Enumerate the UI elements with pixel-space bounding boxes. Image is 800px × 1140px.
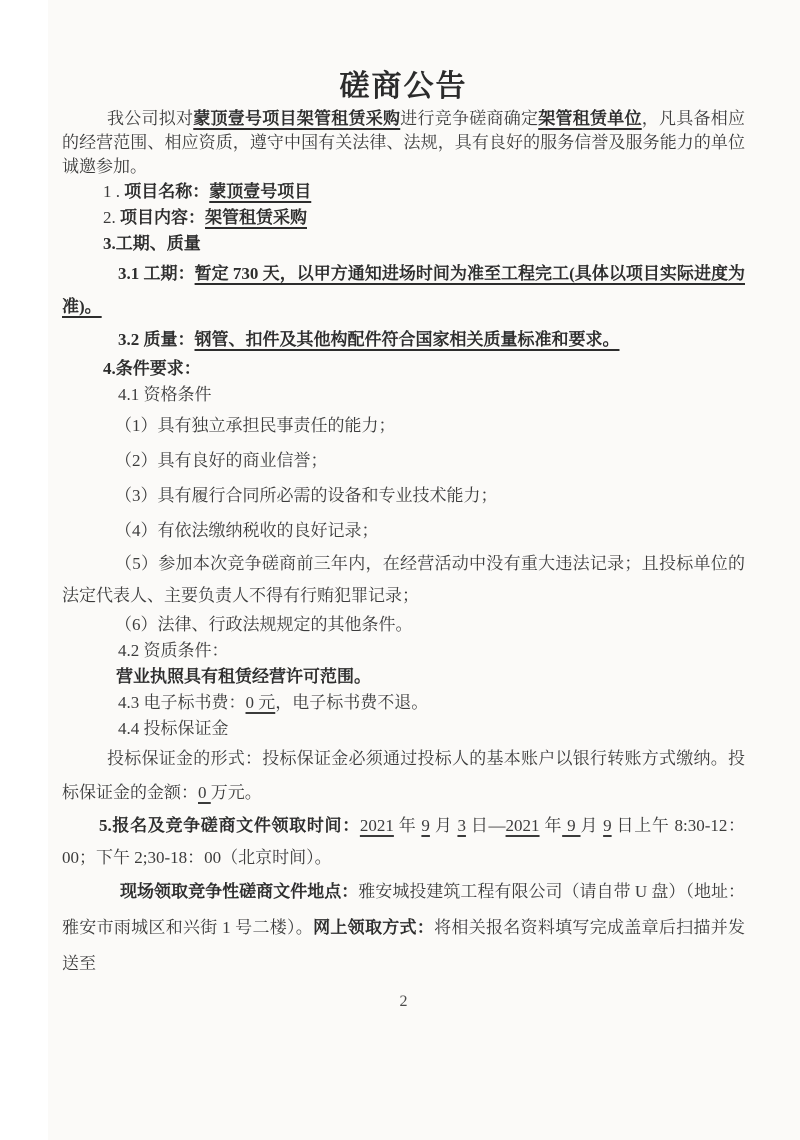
item-credential-conditions: 4.2 资质条件： [118, 641, 229, 660]
item-registration-time: 5.报名及竞争磋商文件领取时间：2021 年 9 月 3 日—2021 年 9 月 9 日上午 8:30-12：00；下午 2;30-18：00（北京时间）。 [62, 816, 746, 867]
document-pickup-paragraph: 现场领取竞争性磋商文件地点：雅安城投建筑工程有限公司（请自带 U 盘）（地址：雅安市雨城区和兴街 1 号二楼）。网上领取方式：将相关报名资料填写完成盖章后扫描并发送至 [62, 882, 746, 973]
document-content [62, 0, 745, 1012]
intro-paragraph: 我公司拟对蒙顶壹号项目架管租赁采购进行竞争磋商确定架管租赁单位，凡具备相应的经营范围、相应资质，遵守中国有关法律、法规，具有良好的服务信誉及服务能力的单位诚邀参加。 [62, 109, 745, 176]
item-duration: 3.1 工期：暂定 730 天，以甲方通知进场时间为准至工程完工(具体以项目实际进度为准)。 [62, 264, 745, 316]
document-title: 磋商公告 [339, 70, 468, 103]
section-requirements-heading: 4.条件要求： [103, 359, 201, 378]
condition-4: （4）有依法缴纳税收的良好记录； [115, 521, 379, 540]
condition-6: （6）法律、行政法规规定的其他条件。 [115, 615, 413, 634]
item-project-name: 1 . 项目名称：蒙顶壹号项目 [103, 182, 312, 201]
condition-2: （2）具有良好的商业信誉； [115, 451, 328, 470]
section-duration-quality-heading: 3.工期、质量 [103, 234, 201, 253]
business-license-requirement: 营业执照具有租赁经营许可范围。 [116, 667, 371, 686]
item-qualification-conditions: 4.1 资格条件 [118, 385, 212, 404]
condition-5: （5）参加本次竞争磋商前三年内，在经营活动中没有重大违法记录；且投标单位的法定代表人、主要负责人不得有行贿犯罪记录； [62, 554, 745, 605]
condition-1: （1）具有独立承担民事责任的能力； [115, 416, 396, 435]
condition-3: （3）具有履行合同所必需的设备和专业技术能力； [115, 486, 498, 505]
item-project-content: 2. 项目内容：架管租赁采购 [103, 208, 307, 227]
item-quality: 3.2 质量：钢管、扣件及其他构配件符合国家相关质量标准和要求。 [118, 330, 620, 349]
item-bid-document-fee: 4.3 电子标书费：0 元，电子标书费不退。 [118, 693, 429, 712]
item-bid-deposit-heading: 4.4 投标保证金 [118, 719, 229, 738]
page-number: 2 [399, 993, 408, 1010]
bid-deposit-paragraph: 投标保证金的形式：投标保证金必须通过投标人的基本账户以银行转账方式缴纳。投标保证金的金额：0 万元。 [62, 749, 745, 802]
scanner-edge-strip [0, 0, 48, 1140]
